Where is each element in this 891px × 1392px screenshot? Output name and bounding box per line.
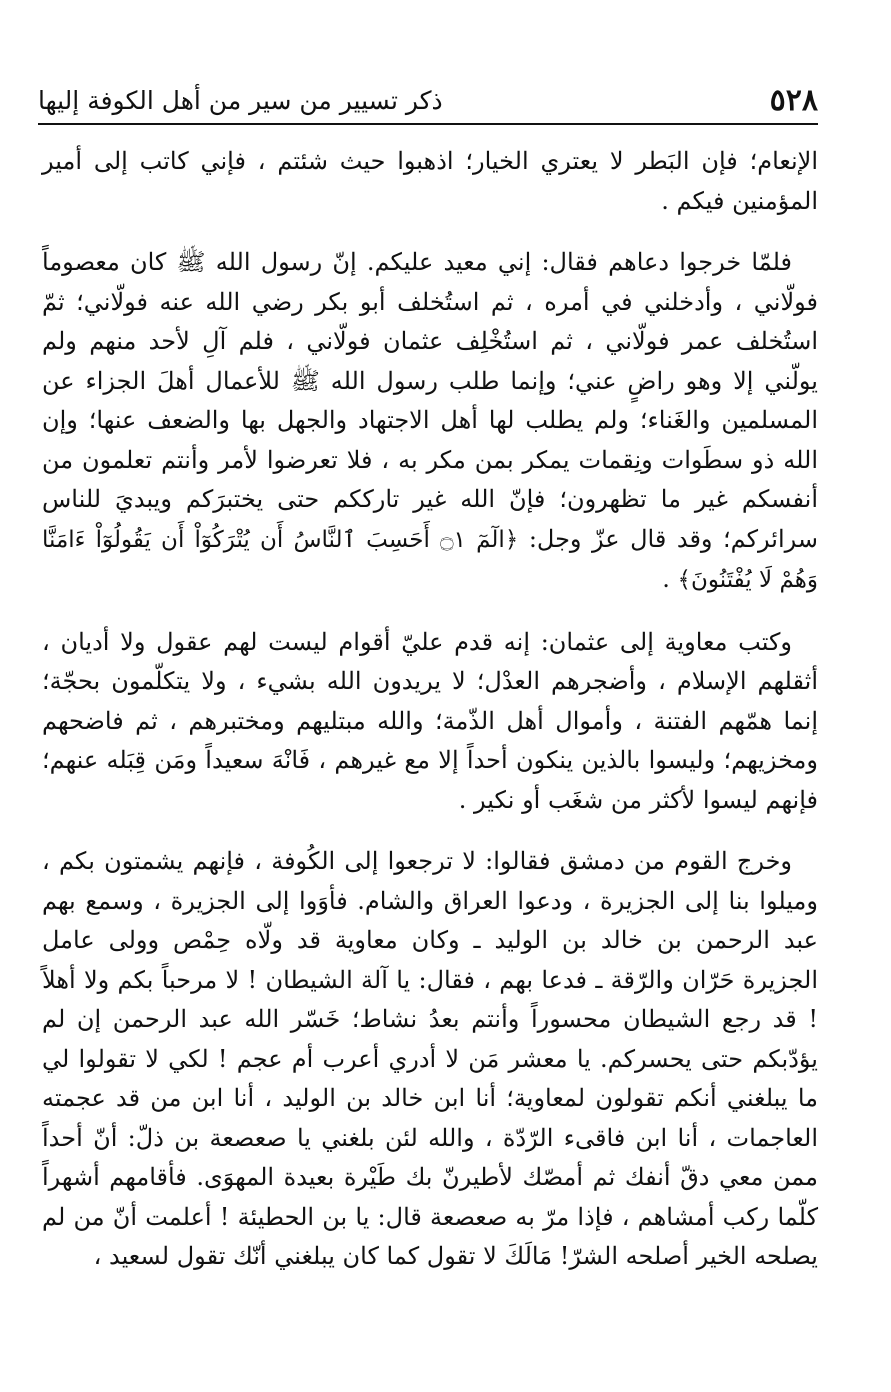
paragraph-continuation: الإنعام؛ فإن البَطر لا يعتري الخيار؛ اذهبوا حيث شئتم ، فإني كاتب إلى أمير المؤمنين فيكم . <box>42 147 818 215</box>
header-divider <box>38 123 818 125</box>
body-text <box>42 142 818 1299</box>
paragraph-tail: . <box>662 565 678 593</box>
paragraph-muawiya-letter: وكتب معاوية إلى عثمان: إنه قدم عليّ أقوام ليست لهم عقول ولا أديان ، أثقلهم الإسلام ، وأضجرهم العدْل؛ لا يريدون الله بشيء ، ولا يتكلّمون بحجّة؛ إنما همّهم الفتنة ، وأموال أهل الذّمة؛ والله مبتليهم ومختبرهم ، ثم فاضحهم ومخزيهم؛ وليسوا بالذين ينكون أحداً إلا مع غيرهم ، فَانْهَ سعيداً ومَن قِبَله عنهم؛ فإنهم ليسوا لأكثر من شغَب أو نكير . <box>42 627 818 814</box>
paragraph-departure-damascus: وخرج القوم من دمشق فقالوا: لا ترجعوا إلى الكُوفة ، فإنهم يشمتون بكم ، وميلوا بنا إلى الجزيرة ، ودعوا العراق والشام. فأوَوا إلى الجزيرة ، وسمع بهم عبد الرحمن بن خالد بن الوليد ـ وكان معاوية قد ولّاه حِمْص وولى عامل الجزيرة حَرّان والرّقة ـ فدعا بهم ، فقال: يا آلة الشيطان ! لا مرحباً بكم ولا أهلاً ! قد رجع الشيطان محسوراً وأنتم بعدُ نشاط؛ خَسّر الله عبد الرحمن إن لم يؤدّبكم حتى يحسركم. يا معشر مَن لا أدري أعرب أم عجم ! لكي لا تقولوا لي ما يبلغني أنكم تقولون لمعاوية؛ أنا ابن خالد بن الوليد ، أنا ابن من قد عجمته العاجمات ، أنا ابن فاقىء الرّدّة ، والله لئن بلغني يا صعصعة بن ذلّ: أنّ أحداً ممن معي دقّ أنفك ثم أمصّك لأطيرنّ بك طَيْرة بعيدة المهوَى. فأقامهم أشهراً كلّما ركب أمشاهم ، فإذا مرّ به صعصعة قال: يا بن الحطيئة ! أعلمت أنّ من لم يصلحه الخير أصلحه الشرّ! مَالَكَ لا تقول كما كان يبلغني أنّك تقول لسعيد ، <box>42 847 818 1270</box>
paragraph-muawiya-speech <box>42 243 818 601</box>
chapter-title: ذكر تسيير من سير من أهل الكوفة إليها <box>38 86 443 115</box>
paragraph-text: فلمّا خرجوا دعاهم فقال: إني معيد عليكم. إنّ رسول الله ﷺ كان معصوماً فولّاني ، وأدخلني في أمره ، ثم استُخلف أبو بكر رضي الله عنه فولّاني؛ ثمّ استُخلف عمر فولّاني ، ثم استُخْلِف عثمان فولّاني ، فلم آلِ لأحد منهم ولم يولّني إلا وهو راضٍ عني؛ وإنما طلب رسول الله ﷺ للأعمال أهلَ الجزاء عن المسلمين والغَناء؛ ولم يطلب لها أهل الاجتهاد والجهل بها والضعف عنها؛ وإن الله ذو سطَوات ونِقمات يمكر بمن مكر به ، فلا تعرضوا لأمر وأنتم تعلمون من أنفسكم غير ما تظهرون؛ فإنّ الله غير تارككم حتى يختبرَكم ويبديَ للناس سرائركم؛ وقد قال عزّ وجل: <box>42 248 819 553</box>
quran-verse: ﴿الٓمٓ ۝١ أَحَسِبَ ٱلنَّاسُ أَن يُتْرَكُوٓاْ أَن يَقُولُوٓاْ ءَامَنَّا وَهُمْ لَا يُفْتَنُونَ﴾ <box>42 526 818 593</box>
page-number: ٥٢٨ <box>769 83 818 118</box>
running-header <box>38 78 818 118</box>
